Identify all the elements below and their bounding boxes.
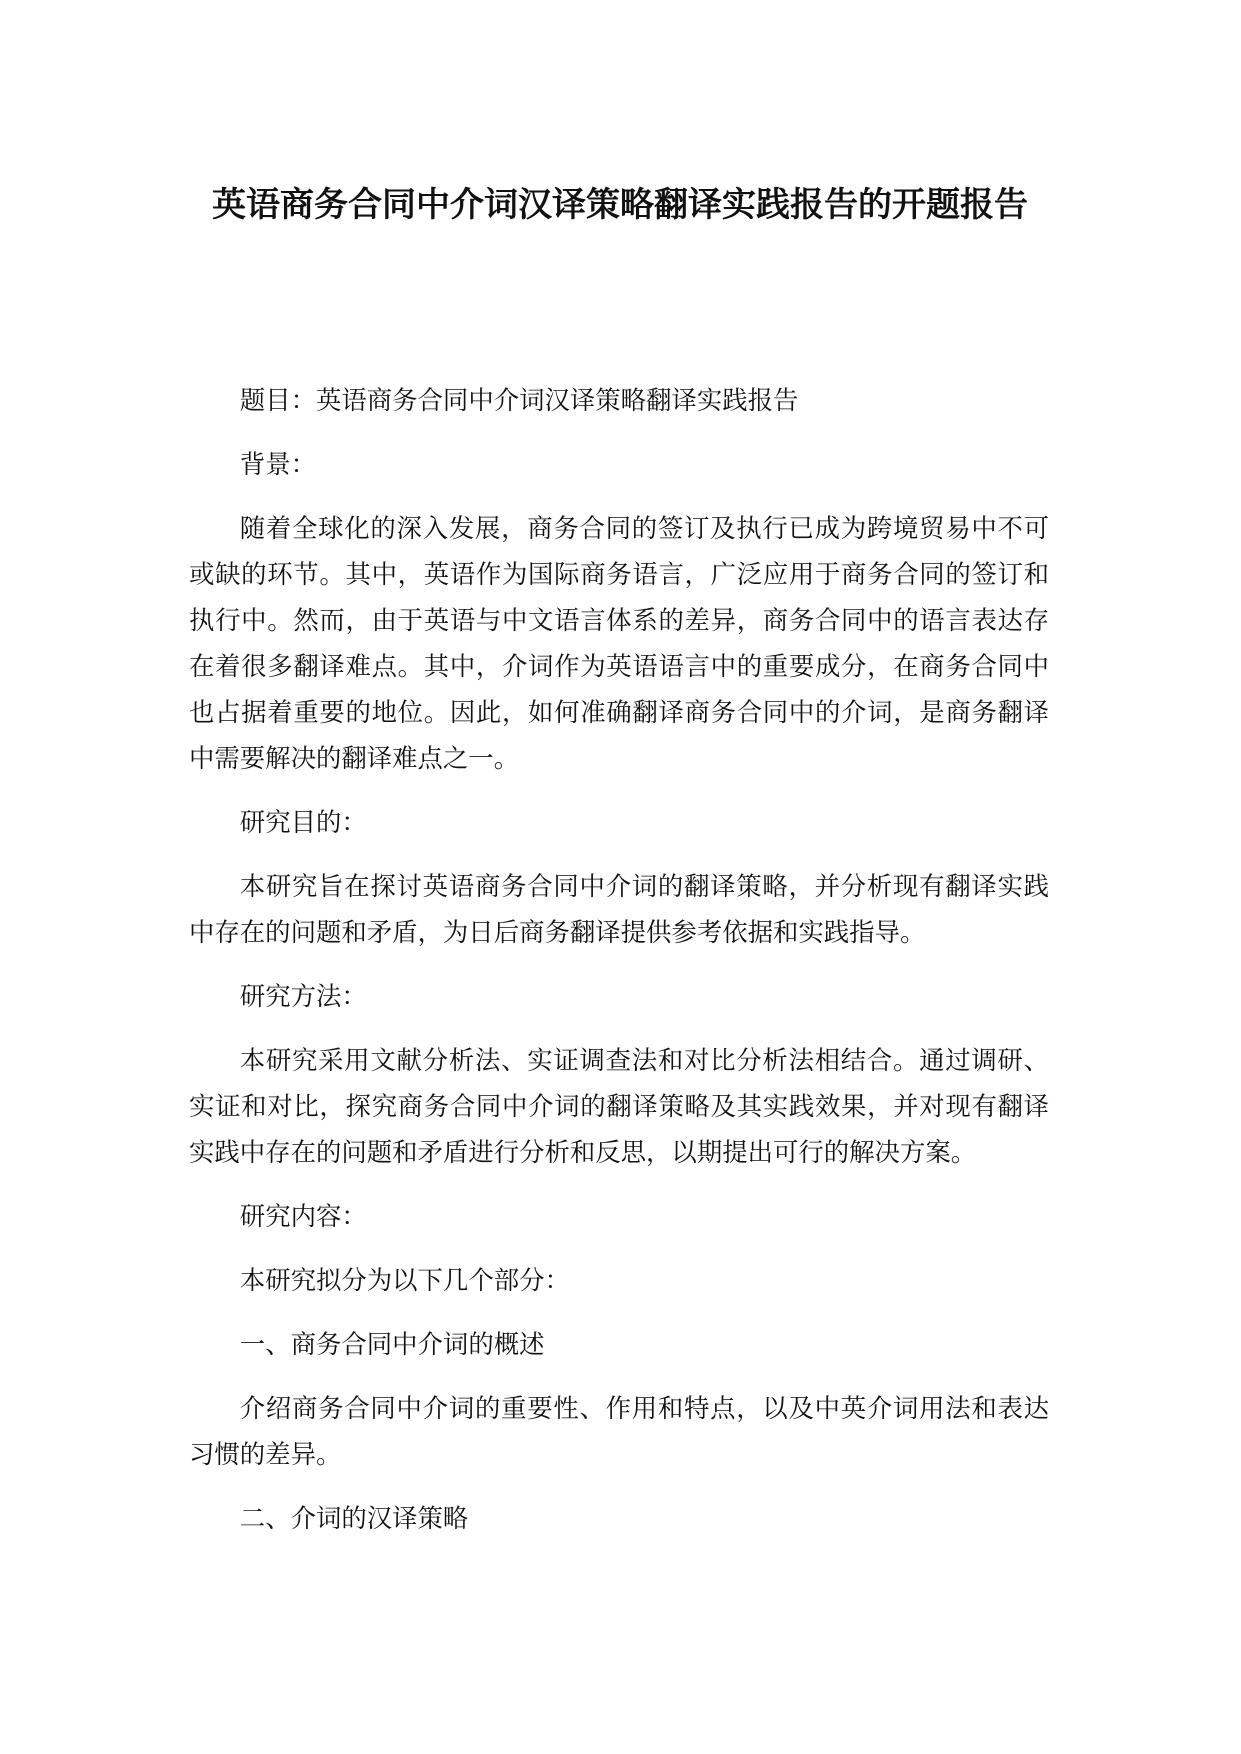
topic-line: 题目：英语商务合同中介词汉译策略翻译实践报告 <box>239 385 799 415</box>
section-two-heading: 二、介词的汉译策略 <box>239 1503 469 1533</box>
content-intro: 本研究拟分为以下几个部分： <box>239 1265 570 1295</box>
section-one-heading: 一、商务合同中介词的概述 <box>239 1329 545 1359</box>
purpose-heading: 研究目的： <box>239 807 367 837</box>
background-heading: 背景： <box>239 449 316 479</box>
document-title: 英语商务合同中介词汉译策略翻译实践报告的开题报告 <box>212 185 1028 225</box>
background-paragraph: 随着全球化的深入发展，商务合同的签订及执行已成为跨境贸易中不可或缺的环节。其中，英语作为国际商务语言，广泛应用于商务合同的签订和执行中。然而，由于英语与中文语言体系的差异，商务合同中的语言表达存在着很多翻译难点。其中，介词作为英语语言中的重要成分，在商务合同中也占据着重要的地位。因此，如何准确翻译商务合同中的介词，是商务翻译中需要解决的翻译难点之一。 <box>189 513 1049 773</box>
method-heading: 研究方法： <box>239 981 367 1011</box>
section-one-paragraph: 介绍商务合同中介词的重要性、作用和特点，以及中英介词用法和表达习惯的差异。 <box>189 1393 1049 1469</box>
content-heading: 研究内容： <box>239 1201 367 1231</box>
purpose-paragraph: 本研究旨在探讨英语商务合同中介词的翻译策略，并分析现有翻译实践中存在的问题和矛盾，为日后商务翻译提供参考依据和实践指导。 <box>189 871 1049 947</box>
method-paragraph: 本研究采用文献分析法、实证调查法和对比分析法相结合。通过调研、实证和对比，探究商务合同中介词的翻译策略及其实践效果，并对现有翻译实践中存在的问题和矛盾进行分析和反思，以期提出可行的解决方案。 <box>189 1045 1049 1167</box>
document-body <box>189 377 1049 1559</box>
